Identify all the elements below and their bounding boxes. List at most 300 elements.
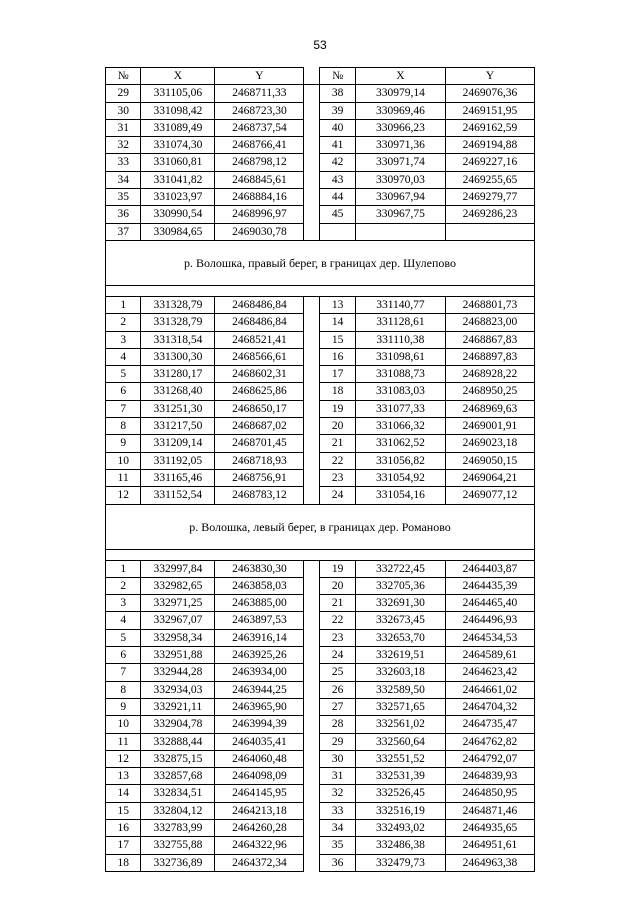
section-row bbox=[106, 504, 535, 549]
y-right: 2469076,36 bbox=[445, 85, 534, 102]
y-left: 2464098,09 bbox=[215, 768, 304, 785]
point-number-right: 28 bbox=[320, 716, 355, 733]
table-row bbox=[106, 854, 535, 871]
x-left: 331089,49 bbox=[141, 119, 215, 136]
x-left: 331209,14 bbox=[141, 435, 215, 452]
y-right: 2469194,88 bbox=[445, 137, 534, 154]
y-right: 2469001,91 bbox=[445, 418, 534, 435]
y-left: 2468701,45 bbox=[215, 435, 304, 452]
x-left: 331217,50 bbox=[141, 418, 215, 435]
x-left: 332857,68 bbox=[141, 768, 215, 785]
point-number-left: 1 bbox=[106, 560, 141, 577]
y-right: 2464963,38 bbox=[445, 854, 534, 871]
y-right: 2464735,47 bbox=[445, 716, 534, 733]
point-number-left: 15 bbox=[106, 802, 141, 819]
x-left: 331098,42 bbox=[141, 102, 215, 119]
column-gap bbox=[304, 296, 320, 313]
table-row bbox=[106, 383, 535, 400]
y-left: 2464060,48 bbox=[215, 750, 304, 767]
y-right: 2464935,65 bbox=[445, 819, 534, 836]
x-left: 332875,15 bbox=[141, 750, 215, 767]
x-left: 331300,30 bbox=[141, 348, 215, 365]
point-number-right: 19 bbox=[320, 400, 355, 417]
y-right: 2464496,93 bbox=[445, 612, 534, 629]
point-number-left: 3 bbox=[106, 595, 141, 612]
point-number-left: 6 bbox=[106, 647, 141, 664]
section-title: р. Волошка, правый берег, в границах дер. Шулепово bbox=[106, 240, 535, 285]
x-left: 332982,65 bbox=[141, 577, 215, 594]
x-left: 331105,06 bbox=[141, 85, 215, 102]
x-right: 330970,03 bbox=[355, 171, 445, 188]
table-row bbox=[106, 223, 535, 240]
point-number-right: 43 bbox=[320, 171, 355, 188]
point-number-right: 45 bbox=[320, 206, 355, 223]
column-gap bbox=[304, 802, 320, 819]
point-number-right: 34 bbox=[320, 819, 355, 836]
x-left: 331165,46 bbox=[141, 469, 215, 486]
x-right: 332705,36 bbox=[355, 577, 445, 594]
x-left: 330984,65 bbox=[141, 223, 215, 240]
point-number-left: 7 bbox=[106, 400, 141, 417]
column-gap bbox=[304, 469, 320, 486]
point-number-right: 26 bbox=[320, 681, 355, 698]
x-left: 331023,97 bbox=[141, 189, 215, 206]
y-left: 2468521,41 bbox=[215, 331, 304, 348]
table-row bbox=[106, 577, 535, 594]
table-row bbox=[106, 85, 535, 102]
point-number-right: 44 bbox=[320, 189, 355, 206]
point-number-left: 3 bbox=[106, 331, 141, 348]
x-right: 331077,33 bbox=[355, 400, 445, 417]
table-row bbox=[106, 418, 535, 435]
header-num-left: № bbox=[106, 68, 141, 85]
x-right: 331083,03 bbox=[355, 383, 445, 400]
coordinates-table bbox=[105, 67, 535, 872]
point-number-right: 25 bbox=[320, 664, 355, 681]
point-number-right: 19 bbox=[320, 560, 355, 577]
column-gap bbox=[304, 560, 320, 577]
table-row bbox=[106, 647, 535, 664]
point-number-left: 5 bbox=[106, 629, 141, 646]
point-number-left: 1 bbox=[106, 296, 141, 313]
table-row bbox=[106, 629, 535, 646]
x-left: 331060,81 bbox=[141, 154, 215, 171]
x-right: 330971,36 bbox=[355, 137, 445, 154]
x-left: 332944,28 bbox=[141, 664, 215, 681]
header-x-left: X bbox=[141, 68, 215, 85]
x-right: 331128,61 bbox=[355, 314, 445, 331]
table-row bbox=[106, 768, 535, 785]
point-number-left: 29 bbox=[106, 85, 141, 102]
y-right: 2464403,87 bbox=[445, 560, 534, 577]
point-number-left: 14 bbox=[106, 785, 141, 802]
x-right: 332531,39 bbox=[355, 768, 445, 785]
column-gap bbox=[304, 331, 320, 348]
y-right: 2464589,61 bbox=[445, 647, 534, 664]
x-right: 332486,38 bbox=[355, 837, 445, 854]
y-left: 2464213,18 bbox=[215, 802, 304, 819]
table-row bbox=[106, 189, 535, 206]
point-number-right: 38 bbox=[320, 85, 355, 102]
point-number-right: 14 bbox=[320, 314, 355, 331]
x-left: 332736,89 bbox=[141, 854, 215, 871]
y-right: 2468823,00 bbox=[445, 314, 534, 331]
x-right bbox=[355, 223, 445, 240]
y-left: 2463925,26 bbox=[215, 647, 304, 664]
column-gap bbox=[304, 612, 320, 629]
x-right: 331054,16 bbox=[355, 487, 445, 504]
column-gap bbox=[304, 664, 320, 681]
y-right: 2464435,39 bbox=[445, 577, 534, 594]
x-left: 332888,44 bbox=[141, 733, 215, 750]
y-right: 2469286,23 bbox=[445, 206, 534, 223]
x-left: 332804,12 bbox=[141, 802, 215, 819]
y-left: 2468756,91 bbox=[215, 469, 304, 486]
x-left: 331268,40 bbox=[141, 383, 215, 400]
point-number-left: 8 bbox=[106, 418, 141, 435]
x-right: 330979,14 bbox=[355, 85, 445, 102]
point-number-left: 9 bbox=[106, 698, 141, 715]
y-left: 2468566,61 bbox=[215, 348, 304, 365]
page-number: 53 bbox=[313, 38, 327, 52]
x-right: 330967,75 bbox=[355, 206, 445, 223]
point-number-right: 13 bbox=[320, 296, 355, 313]
column-gap bbox=[304, 487, 320, 504]
point-number-right: 18 bbox=[320, 383, 355, 400]
table-row bbox=[106, 171, 535, 188]
table-row bbox=[106, 664, 535, 681]
x-right: 331054,92 bbox=[355, 469, 445, 486]
x-right: 330966,23 bbox=[355, 119, 445, 136]
column-gap bbox=[304, 119, 320, 136]
point-number-left: 37 bbox=[106, 223, 141, 240]
column-gap bbox=[304, 577, 320, 594]
point-number-right: 33 bbox=[320, 802, 355, 819]
point-number-right: 40 bbox=[320, 119, 355, 136]
y-left: 2464260,28 bbox=[215, 819, 304, 836]
y-right: 2464661,02 bbox=[445, 681, 534, 698]
point-number-left: 11 bbox=[106, 469, 141, 486]
y-right: 2468969,63 bbox=[445, 400, 534, 417]
y-right: 2468928,22 bbox=[445, 366, 534, 383]
section-spacer bbox=[106, 549, 535, 560]
x-left: 331318,54 bbox=[141, 331, 215, 348]
header-x-right: X bbox=[355, 68, 445, 85]
point-number-right: 15 bbox=[320, 331, 355, 348]
y-right: 2464850,95 bbox=[445, 785, 534, 802]
table-row bbox=[106, 296, 535, 313]
x-right: 331140,77 bbox=[355, 296, 445, 313]
header-num-right: № bbox=[320, 68, 355, 85]
table-row bbox=[106, 469, 535, 486]
point-number-left: 12 bbox=[106, 487, 141, 504]
table-row bbox=[106, 802, 535, 819]
x-left: 332834,51 bbox=[141, 785, 215, 802]
x-left: 332951,88 bbox=[141, 647, 215, 664]
point-number-right: 17 bbox=[320, 366, 355, 383]
header-y-left: Y bbox=[215, 68, 304, 85]
x-right: 331110,38 bbox=[355, 331, 445, 348]
point-number-right: 22 bbox=[320, 612, 355, 629]
x-left: 331152,54 bbox=[141, 487, 215, 504]
column-gap bbox=[304, 595, 320, 612]
header-row bbox=[106, 68, 535, 85]
point-number-right: 23 bbox=[320, 629, 355, 646]
column-gap bbox=[304, 452, 320, 469]
column-gap bbox=[304, 837, 320, 854]
y-right: 2468897,83 bbox=[445, 348, 534, 365]
x-right: 331098,61 bbox=[355, 348, 445, 365]
y-left: 2463994,39 bbox=[215, 716, 304, 733]
column-gap bbox=[304, 68, 320, 85]
y-right: 2469023,18 bbox=[445, 435, 534, 452]
y-right: 2469279,77 bbox=[445, 189, 534, 206]
column-gap bbox=[304, 137, 320, 154]
point-number-left: 10 bbox=[106, 452, 141, 469]
y-left: 2468486,84 bbox=[215, 314, 304, 331]
x-right: 330967,94 bbox=[355, 189, 445, 206]
x-right: 332603,18 bbox=[355, 664, 445, 681]
column-gap bbox=[304, 223, 320, 240]
x-right: 332673,45 bbox=[355, 612, 445, 629]
y-left: 2464322,96 bbox=[215, 837, 304, 854]
column-gap bbox=[304, 85, 320, 102]
point-number-right: 21 bbox=[320, 595, 355, 612]
table-row bbox=[106, 785, 535, 802]
point-number-right: 36 bbox=[320, 854, 355, 871]
x-right: 332479,73 bbox=[355, 854, 445, 871]
y-left: 2468687,02 bbox=[215, 418, 304, 435]
x-right: 330971,74 bbox=[355, 154, 445, 171]
x-right: 332561,02 bbox=[355, 716, 445, 733]
y-left: 2463965,90 bbox=[215, 698, 304, 715]
y-left: 2468766,41 bbox=[215, 137, 304, 154]
table-row bbox=[106, 314, 535, 331]
table-row bbox=[106, 837, 535, 854]
point-number-left: 5 bbox=[106, 366, 141, 383]
x-right: 332722,45 bbox=[355, 560, 445, 577]
y-left: 2463916,14 bbox=[215, 629, 304, 646]
y-left: 2468711,33 bbox=[215, 85, 304, 102]
point-number-right: 32 bbox=[320, 785, 355, 802]
x-right: 332493,02 bbox=[355, 819, 445, 836]
table-row bbox=[106, 612, 535, 629]
x-right: 332653,70 bbox=[355, 629, 445, 646]
y-left: 2463858,03 bbox=[215, 577, 304, 594]
point-number-right: 35 bbox=[320, 837, 355, 854]
y-right: 2469162,59 bbox=[445, 119, 534, 136]
x-left: 332904,78 bbox=[141, 716, 215, 733]
table-row bbox=[106, 681, 535, 698]
x-right: 332589,50 bbox=[355, 681, 445, 698]
x-left: 331041,82 bbox=[141, 171, 215, 188]
x-left: 331328,79 bbox=[141, 314, 215, 331]
table-row bbox=[106, 206, 535, 223]
point-number-right: 22 bbox=[320, 452, 355, 469]
y-left: 2468996,97 bbox=[215, 206, 304, 223]
y-right: 2464534,53 bbox=[445, 629, 534, 646]
point-number-right: 39 bbox=[320, 102, 355, 119]
column-gap bbox=[304, 647, 320, 664]
y-right: 2464839,93 bbox=[445, 768, 534, 785]
x-right: 331056,82 bbox=[355, 452, 445, 469]
section-row bbox=[106, 240, 535, 285]
point-number-left: 2 bbox=[106, 314, 141, 331]
column-gap bbox=[304, 314, 320, 331]
x-left: 331074,30 bbox=[141, 137, 215, 154]
point-number-left: 9 bbox=[106, 435, 141, 452]
table-row bbox=[106, 137, 535, 154]
y-right: 2468867,83 bbox=[445, 331, 534, 348]
x-left: 332755,88 bbox=[141, 837, 215, 854]
point-number-right: 29 bbox=[320, 733, 355, 750]
table-row bbox=[106, 560, 535, 577]
table-row bbox=[106, 819, 535, 836]
table-row bbox=[106, 716, 535, 733]
point-number-right: 20 bbox=[320, 418, 355, 435]
y-left: 2468737,54 bbox=[215, 119, 304, 136]
x-right: 332691,30 bbox=[355, 595, 445, 612]
point-number-right: 23 bbox=[320, 469, 355, 486]
point-number-left: 17 bbox=[106, 837, 141, 854]
point-number-left: 7 bbox=[106, 664, 141, 681]
column-gap bbox=[304, 206, 320, 223]
point-number-left: 6 bbox=[106, 383, 141, 400]
y-right bbox=[445, 223, 534, 240]
point-number-right: 20 bbox=[320, 577, 355, 594]
x-left: 332934,03 bbox=[141, 681, 215, 698]
table-row bbox=[106, 331, 535, 348]
y-right: 2469151,95 bbox=[445, 102, 534, 119]
y-right: 2469064,21 bbox=[445, 469, 534, 486]
table-row bbox=[106, 366, 535, 383]
x-left: 332958,34 bbox=[141, 629, 215, 646]
x-right: 332571,65 bbox=[355, 698, 445, 715]
y-right: 2464762,82 bbox=[445, 733, 534, 750]
column-gap bbox=[304, 698, 320, 715]
y-left: 2468602,31 bbox=[215, 366, 304, 383]
y-right: 2464704,32 bbox=[445, 698, 534, 715]
y-left: 2468718,93 bbox=[215, 452, 304, 469]
point-number-left: 11 bbox=[106, 733, 141, 750]
y-left: 2464372,34 bbox=[215, 854, 304, 871]
point-number-right: 30 bbox=[320, 750, 355, 767]
x-left: 331328,79 bbox=[141, 296, 215, 313]
point-number-left: 18 bbox=[106, 854, 141, 871]
y-left: 2468798,12 bbox=[215, 154, 304, 171]
point-number-left: 10 bbox=[106, 716, 141, 733]
column-gap bbox=[304, 400, 320, 417]
spacer-cell bbox=[106, 285, 535, 296]
column-gap bbox=[304, 629, 320, 646]
table-row bbox=[106, 750, 535, 767]
point-number-left: 12 bbox=[106, 750, 141, 767]
x-left: 332783,99 bbox=[141, 819, 215, 836]
y-left: 2468650,17 bbox=[215, 400, 304, 417]
point-number-left: 33 bbox=[106, 154, 141, 171]
point-number-left: 2 bbox=[106, 577, 141, 594]
y-right: 2464623,42 bbox=[445, 664, 534, 681]
table-row bbox=[106, 595, 535, 612]
y-right: 2468801,73 bbox=[445, 296, 534, 313]
y-right: 2468950,25 bbox=[445, 383, 534, 400]
y-left: 2463830,30 bbox=[215, 560, 304, 577]
column-gap bbox=[304, 171, 320, 188]
point-number-left: 35 bbox=[106, 189, 141, 206]
column-gap bbox=[304, 435, 320, 452]
point-number-left: 34 bbox=[106, 171, 141, 188]
column-gap bbox=[304, 418, 320, 435]
table-row bbox=[106, 119, 535, 136]
point-number-left: 31 bbox=[106, 119, 141, 136]
y-left: 2468625,86 bbox=[215, 383, 304, 400]
table-row bbox=[106, 733, 535, 750]
column-gap bbox=[304, 785, 320, 802]
column-gap bbox=[304, 383, 320, 400]
point-number-left: 4 bbox=[106, 612, 141, 629]
y-left: 2468723,30 bbox=[215, 102, 304, 119]
y-left: 2468884,16 bbox=[215, 189, 304, 206]
table-row bbox=[106, 400, 535, 417]
x-left: 331251,30 bbox=[141, 400, 215, 417]
y-left: 2463934,00 bbox=[215, 664, 304, 681]
y-left: 2463897,53 bbox=[215, 612, 304, 629]
y-left: 2464035,41 bbox=[215, 733, 304, 750]
column-gap bbox=[304, 681, 320, 698]
table-row bbox=[106, 435, 535, 452]
point-number-right: 27 bbox=[320, 698, 355, 715]
x-right: 331066,32 bbox=[355, 418, 445, 435]
point-number-right bbox=[320, 223, 355, 240]
column-gap bbox=[304, 716, 320, 733]
column-gap bbox=[304, 768, 320, 785]
y-left: 2468486,84 bbox=[215, 296, 304, 313]
x-left: 330990,54 bbox=[141, 206, 215, 223]
x-right: 332551,52 bbox=[355, 750, 445, 767]
y-right: 2469050,15 bbox=[445, 452, 534, 469]
y-left: 2463944,25 bbox=[215, 681, 304, 698]
column-gap bbox=[304, 733, 320, 750]
point-number-left: 30 bbox=[106, 102, 141, 119]
table-row bbox=[106, 102, 535, 119]
x-right: 332526,45 bbox=[355, 785, 445, 802]
y-right: 2469077,12 bbox=[445, 487, 534, 504]
point-number-right: 24 bbox=[320, 647, 355, 664]
x-right: 332619,51 bbox=[355, 647, 445, 664]
table-row bbox=[106, 452, 535, 469]
point-number-right: 31 bbox=[320, 768, 355, 785]
column-gap bbox=[304, 348, 320, 365]
y-left: 2468783,12 bbox=[215, 487, 304, 504]
section-title: р. Волошка, левый берег, в границах дер. Романово bbox=[106, 504, 535, 549]
y-right: 2464792,07 bbox=[445, 750, 534, 767]
column-gap bbox=[304, 154, 320, 171]
point-number-right: 16 bbox=[320, 348, 355, 365]
x-left: 331192,05 bbox=[141, 452, 215, 469]
point-number-right: 41 bbox=[320, 137, 355, 154]
column-gap bbox=[304, 750, 320, 767]
header-y-right: Y bbox=[445, 68, 534, 85]
point-number-left: 32 bbox=[106, 137, 141, 154]
point-number-left: 8 bbox=[106, 681, 141, 698]
x-left: 331280,17 bbox=[141, 366, 215, 383]
y-left: 2469030,78 bbox=[215, 223, 304, 240]
table-row bbox=[106, 348, 535, 365]
section-spacer bbox=[106, 285, 535, 296]
column-gap bbox=[304, 102, 320, 119]
y-right: 2464465,40 bbox=[445, 595, 534, 612]
column-gap bbox=[304, 854, 320, 871]
